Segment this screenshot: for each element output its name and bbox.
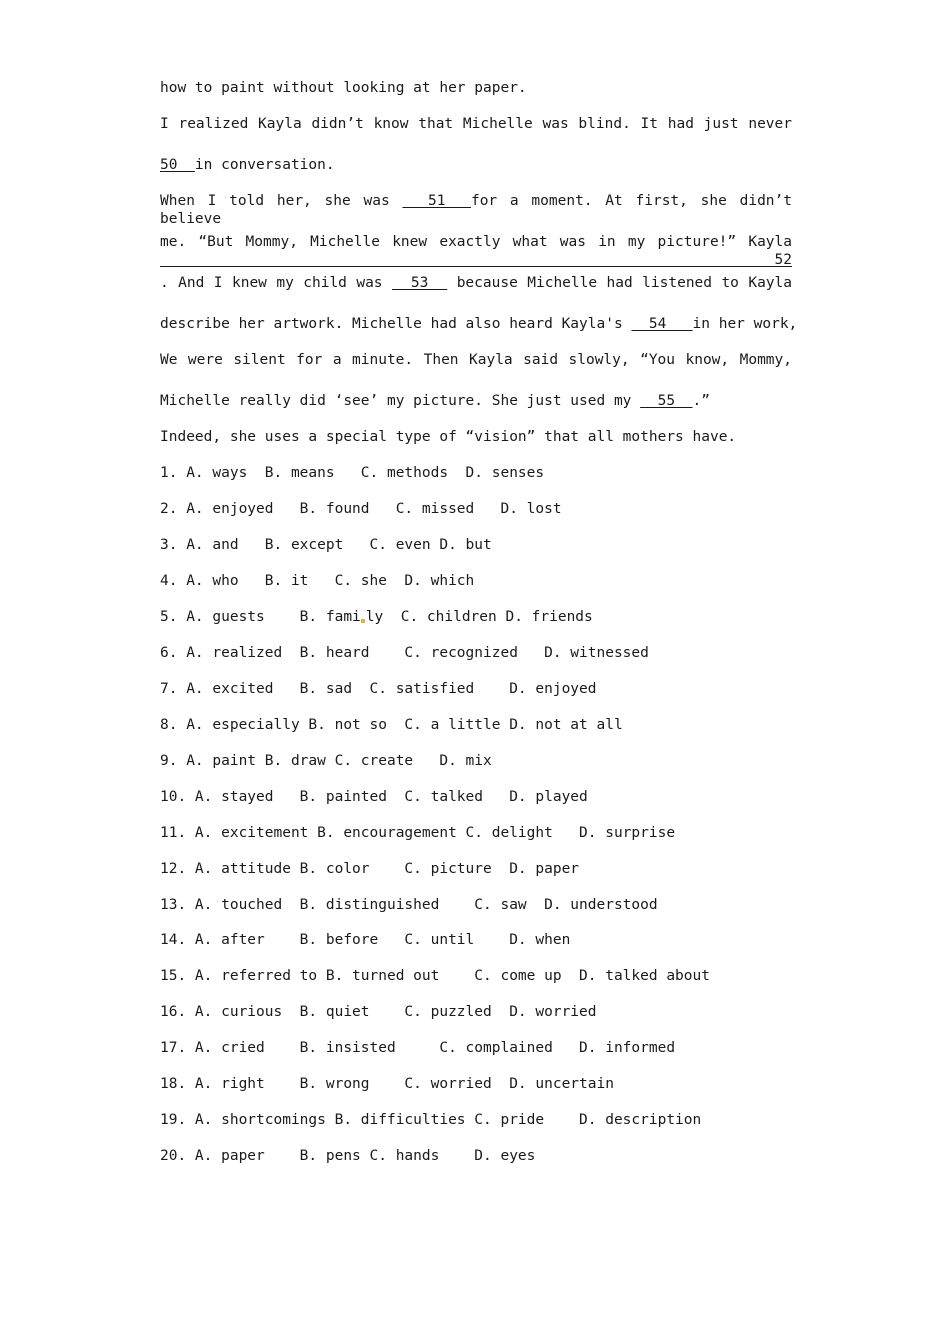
blank-50: 50: [160, 157, 195, 173]
question-7: 7. A. excited B. sad C. satisfied D. enjoyed: [160, 681, 597, 697]
question-10: 10. A. stayed B. painted C. talked D. played: [160, 789, 588, 805]
passage-line-6: . And I knew my child was 53 because Michelle had listened to Kayla: [160, 275, 793, 291]
question-8: 8. A. especially B. not so C. a little D. not at all: [160, 717, 623, 733]
question-6: 6. A. realized B. heard C. recognized D. witnessed: [160, 645, 649, 661]
blank-52: 52: [160, 252, 792, 268]
blank-54: 54: [631, 316, 693, 332]
passage-line-5: me. “But Mommy, Michelle knew exactly what was in my picture!” Kayla 52: [160, 234, 792, 268]
question-9: 9. A. paint B. draw C. create D. mix: [160, 753, 492, 769]
question-15: 15. A. referred to B. turned out C. come up D. talked about: [160, 968, 710, 984]
question-19: 19. A. shortcomings B. difficulties C. pride D. description: [160, 1112, 702, 1128]
passage-line-2: I realized Kayla didn’t know that Michelle was blind. It had just never: [160, 116, 792, 132]
passage-line-8: We were silent for a minute. Then Kayla said slowly, “You know, Mommy,: [160, 352, 792, 368]
question-3: 3. A. and B. except C. even D. but: [160, 537, 492, 553]
question-4: 4. A. who B. it C. she D. which: [160, 573, 475, 589]
annotation-mark: [361, 619, 365, 623]
passage-line-10: Indeed, she uses a special type of “vision” that all mothers have.: [160, 429, 737, 445]
question-2: 2. A. enjoyed B. found C. missed D. lost: [160, 501, 562, 517]
question-1: 1. A. ways B. means C. methods D. senses: [160, 465, 545, 481]
question-13: 13. A. touched B. distinguished C. saw D. understood: [160, 897, 658, 913]
blank-51: 51: [402, 193, 471, 209]
question-18: 18. A. right B. wrong C. worried D. uncertain: [160, 1076, 614, 1092]
question-16: 16. A. curious B. quiet C. puzzled D. worried: [160, 1004, 597, 1020]
passage-line-9: Michelle really did ‘see’ my picture. She just used my 55 .”: [160, 393, 710, 409]
question-14: 14. A. after B. before C. until D. when: [160, 932, 571, 948]
passage-line-1: how to paint without looking at her paper.: [160, 80, 527, 96]
question-5: 5. A. guests B. fami ly C. children D. friends: [160, 609, 593, 625]
blank-53: 53: [392, 275, 448, 291]
question-17: 17. A. cried B. insisted C. complained D. informed: [160, 1040, 676, 1056]
passage-line-3: 50 in conversation.: [160, 157, 335, 173]
question-20: 20. A. paper B. pens C. hands D. eyes: [160, 1148, 536, 1164]
passage-line-4: When I told her, she was 51 for a moment. At first, she didn’t believe: [160, 193, 792, 227]
passage-line-7: describe her artwork. Michelle had also heard Kayla's 54 in her work,: [160, 316, 798, 332]
question-12: 12. A. attitude B. color C. picture D. paper: [160, 861, 580, 877]
question-11: 11. A. excitement B. encouragement C. delight D. surprise: [160, 825, 676, 841]
blank-55: 55: [640, 393, 693, 409]
